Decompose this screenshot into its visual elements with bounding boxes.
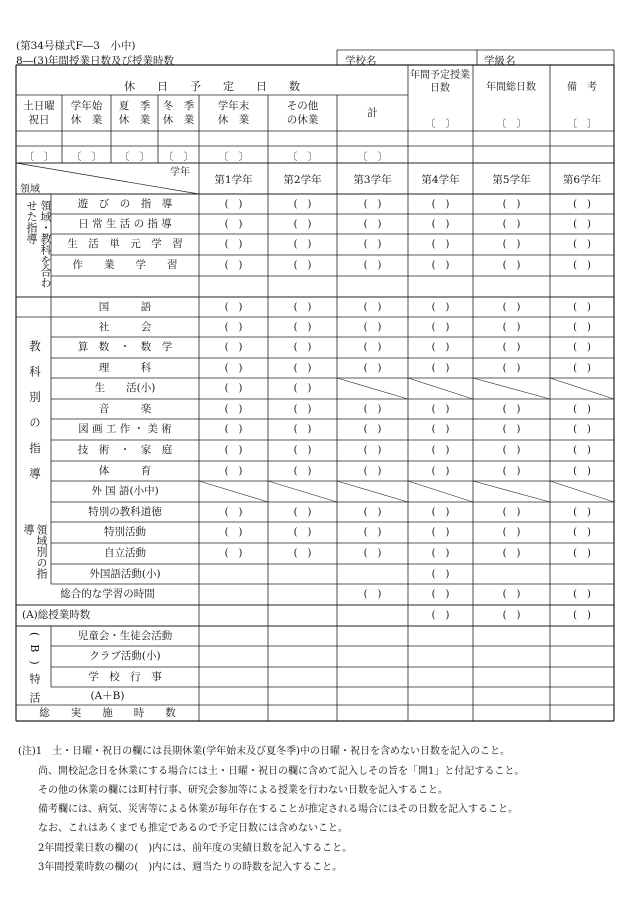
total-days-header: 年間総日数 [486,82,536,93]
hour-cell[interactable]: ( ) [431,445,450,456]
grid-line [550,481,614,502]
hour-cell[interactable]: ( ) [573,610,591,621]
row-label-council: 児童会・生徒会活動 [77,629,173,642]
hour-cell[interactable]: ( ) [224,260,243,271]
hour-cell[interactable]: ( ) [431,589,450,600]
hour-cell[interactable]: ( ) [363,198,382,210]
row-label-tech: 技 術 ・ 家 庭 [77,444,173,456]
hour-cell[interactable]: ( ) [293,239,312,250]
hour-cell[interactable]: ( ) [502,198,521,210]
holiday-subheader: 冬 季 休 業 [162,100,195,126]
row-label-art: 図 画 工 作 ・ 美 術 [78,423,172,435]
remarks-header: 備 考 [567,82,597,93]
row-label-math: 算 数 ・ 数 学 [77,341,173,353]
hour-cell[interactable]: ( ) [224,548,243,559]
hour-cell[interactable]: ( ) [502,506,521,518]
hour-cell[interactable]: ( ) [363,424,382,435]
hour-cell[interactable]: ( ) [224,342,243,353]
hour-cell[interactable]: ( ) [431,218,450,230]
holiday-subheader: 学年始 休 業 [70,100,103,126]
grid-line [408,378,473,399]
hour-cell[interactable]: ( ) [224,465,243,477]
grade-header: 第4学年 [421,174,460,186]
row-label-foreign-act: 外国語活動(小) [89,567,161,580]
hour-cell[interactable]: ( ) [363,506,382,518]
note-line: なお、これはあくまでも推定であるので予定日数には含めないこと。 [38,823,348,834]
hour-cell[interactable]: ( ) [224,198,243,210]
row-label-club: クラブ活動(小) [89,650,161,662]
hour-cell[interactable]: ( ) [573,589,591,600]
row-label-grand-total: 総 実 施 時 数 [39,706,176,719]
hour-cell[interactable]: ( ) [431,342,450,353]
hour-cell[interactable]: ( ) [293,465,312,477]
hour-cell[interactable]: ( ) [502,342,521,353]
hour-cell[interactable]: ( ) [502,424,521,435]
hour-cell[interactable]: ( ) [363,445,382,456]
note-line: (注)1 土・日曜・祝日の欄には長期休業(学年始末及び夏冬季)中の日曜・祝日を含めない日数を記入のこと。 [18,746,510,757]
hour-cell[interactable]: ( ) [363,301,382,313]
hour-cell[interactable]: ( ) [573,260,591,271]
hour-cell[interactable]: ( ) [431,610,450,621]
hour-cell[interactable]: ( ) [293,218,312,230]
hour-cell[interactable]: ( ) [224,424,243,435]
hour-cell[interactable]: ( ) [431,527,450,538]
hour-cell[interactable]: ( ) [502,260,521,271]
hour-cell[interactable]: ( ) [293,506,312,518]
row-label-moral: 特別の教科道徳 [88,505,162,518]
group-special: (B)特活 [28,632,41,711]
hour-cell[interactable]: ( ) [224,239,243,250]
hour-cell[interactable]: ( ) [502,403,521,415]
hour-cell[interactable]: ( ) [363,465,382,477]
holiday-subheader: 土日曜 祝日 [23,100,55,126]
hour-cell[interactable]: ( ) [224,362,243,374]
hour-cell[interactable]: ( ) [224,301,243,313]
hour-cell[interactable]: ( ) [293,548,312,559]
hour-cell[interactable]: ( ) [431,260,450,271]
grid-line [199,481,268,502]
day-bracket[interactable]: 〔 〕 [287,152,318,163]
grade-header: 第1学年 [214,174,253,186]
hour-cell[interactable]: ( ) [363,239,382,250]
hour-cell[interactable]: ( ) [363,403,382,415]
hour-cell[interactable]: ( ) [431,548,450,559]
day-bracket[interactable]: 〔 〕 [357,152,388,163]
note-line: 3年間授業時数の欄の( )内には、週当たりの時数を記入すること。 [38,862,343,873]
hour-cell[interactable]: ( ) [293,445,312,456]
hour-cell[interactable]: ( ) [224,403,243,415]
grid-line [337,378,408,399]
note-line: 備考欄には、病気、災害等による休業が毎年存在することが推定される場合にはその日数を記入すること。 [38,804,518,815]
grid-line [337,481,408,502]
hour-cell[interactable]: ( ) [431,506,450,518]
hour-cell[interactable]: ( ) [573,548,591,559]
group-combined: 領域・教科を合わせた指導 [25,200,52,288]
row-label-music: 音 楽 [98,402,152,415]
hour-cell[interactable]: ( ) [363,321,382,333]
hour-cell[interactable]: ( ) [502,527,521,538]
hour-cell[interactable]: ( ) [502,589,521,600]
hour-cell[interactable]: ( ) [573,218,591,230]
section-title: 8―(3)年間授業日数及び授業時数 [16,55,175,67]
row-label-foreign: 外 国 語(小中) [91,485,159,497]
row-label-event: 学 校 行 事 [88,670,162,683]
hour-cell[interactable]: ( ) [502,362,521,374]
hour-cell[interactable]: ( ) [573,506,591,518]
row-label-independent: 自立活動 [104,547,146,559]
hour-cell[interactable]: ( ) [363,260,382,271]
day-bracket[interactable]: 〔 〕 [24,152,54,163]
hour-cell[interactable]: ( ) [502,465,521,477]
hour-cell[interactable]: ( ) [224,218,243,230]
hour-cell[interactable]: ( ) [363,362,382,374]
note-line: その他の休業の欄には町村行事、研究会参加等による授業を行わない日数を記入すること。 [38,785,448,796]
grade-header: 第3学年 [353,174,392,186]
hour-cell[interactable]: ( ) [293,198,312,210]
day-bracket[interactable]: 〔 〕 [567,119,597,130]
day-bracket[interactable]: 〔 〕 [119,152,150,163]
hour-cell[interactable]: ( ) [573,301,591,313]
hour-cell[interactable]: ( ) [363,527,382,538]
row-label-work: 作 業 学 習 [72,259,178,271]
hour-cell[interactable]: ( ) [293,260,312,271]
grid-line [550,378,614,399]
day-bracket[interactable]: 〔 〕 [425,119,456,130]
row-label-science: 理 科 [98,361,152,374]
hour-cell[interactable]: ( ) [293,342,312,353]
hour-cell[interactable]: ( ) [502,301,521,313]
grade-header: 第2学年 [283,174,322,186]
hour-cell[interactable]: ( ) [431,198,450,210]
group-subjects: 教科別の指導 [28,340,42,493]
hour-cell[interactable]: ( ) [224,321,243,333]
note-line: 2年間授業日数の欄の( )内には、前年度の実績日数を記入すること。 [38,843,353,854]
hour-cell[interactable]: ( ) [293,424,312,435]
hour-cell[interactable]: ( ) [431,321,450,333]
hour-cell[interactable]: ( ) [573,198,591,210]
row-label-unit: 生 活 単 元 学 習 [67,238,183,250]
row-label-society: 社 会 [98,320,152,333]
hour-cell[interactable]: ( ) [502,321,521,333]
hour-cell[interactable]: ( ) [224,506,243,518]
hour-cell[interactable]: ( ) [431,362,450,374]
school-name-label: 学校名 [345,55,377,67]
hour-cell[interactable]: ( ) [224,445,243,456]
hour-cell[interactable]: ( ) [293,362,312,374]
hour-cell[interactable]: ( ) [573,321,591,333]
hour-cell[interactable]: ( ) [573,362,591,374]
hour-cell[interactable]: ( ) [573,403,591,415]
hour-cell[interactable]: ( ) [573,239,591,250]
grade-header: 第6学年 [562,174,602,186]
hour-cell[interactable]: ( ) [293,527,312,538]
group-domains: 領域別の指導 [22,524,48,579]
holiday-subheader: 学年末 休 業 [217,100,250,126]
grade-corner-label: 学年 [170,167,190,178]
hour-cell[interactable]: ( ) [293,321,312,333]
hour-cell[interactable]: ( ) [363,589,382,600]
hour-cell[interactable]: ( ) [502,218,521,230]
hour-cell[interactable]: ( ) [573,342,591,353]
hour-cell[interactable]: ( ) [431,301,450,313]
hour-cell[interactable]: ( ) [224,383,243,394]
hour-cell[interactable]: ( ) [293,383,312,394]
domain-corner-label: 領域 [20,184,40,195]
hour-cell[interactable]: ( ) [573,424,591,435]
grid-line [473,378,550,399]
day-bracket[interactable]: 〔 〕 [71,152,102,163]
hour-cell[interactable]: ( ) [573,465,591,477]
hour-cell[interactable]: ( ) [431,568,450,580]
row-label-special-act: 特別活動 [104,526,146,538]
day-bracket[interactable]: 〔 〕 [163,152,194,163]
row-label-total-a: (A)総授業時数 [22,609,91,621]
row-label-apb: (A＋B) [90,689,125,702]
hour-cell[interactable]: ( ) [431,424,450,435]
class-name-label: 学級名 [484,55,516,67]
holiday-subheader: その他 の休業 [286,100,319,126]
form-number: (第34号様式F―3 小中) [16,40,136,52]
hour-cell[interactable]: ( ) [431,403,450,415]
hour-cell[interactable]: ( ) [431,465,450,477]
hour-cell[interactable]: ( ) [573,527,591,538]
hour-cell[interactable]: ( ) [224,527,243,538]
row-label-japanese: 国 語 [98,300,152,313]
row-label-daily: 日 常 生 活 の 指 導 [78,217,172,230]
hour-cell[interactable]: ( ) [431,239,450,250]
row-label-life: 生 活(小) [94,382,156,394]
planned-days-header: 年間予定授業日数 [410,70,470,94]
note-line: 尚、開校記念日を休業にする場合には土・日曜・祝日の欄に含めて記入しその旨を「開1」と付記すること。 [38,766,525,777]
grid-line [473,481,550,502]
grid-line [268,481,337,502]
holiday-subheader: 夏 季 休 業 [118,100,151,126]
hour-cell[interactable]: ( ) [293,403,312,415]
row-label-play: 遊 び の 指 導 [77,197,173,210]
hour-cell[interactable]: ( ) [363,342,382,353]
grade-header: 第5学年 [492,174,531,186]
hour-cell[interactable]: ( ) [502,445,521,456]
hour-cell[interactable]: ( ) [363,218,382,230]
hour-cell[interactable]: ( ) [502,610,521,621]
holiday-subheader: 計 [367,107,378,119]
day-bracket[interactable]: 〔 〕 [496,119,527,130]
hour-cell[interactable]: ( ) [363,548,382,559]
row-label-pe: 体 育 [98,464,152,477]
row-label-integrated: 総合的な学習の時間 [60,588,155,600]
day-bracket[interactable]: 〔 〕 [218,152,249,163]
hour-cell[interactable]: ( ) [502,548,521,559]
grid-line [408,481,473,502]
holiday-group-header: 休 日 予 定 日 数 [124,80,300,93]
hour-cell[interactable]: ( ) [293,301,312,313]
hour-cell[interactable]: ( ) [502,239,521,250]
hour-cell[interactable]: ( ) [573,445,591,456]
